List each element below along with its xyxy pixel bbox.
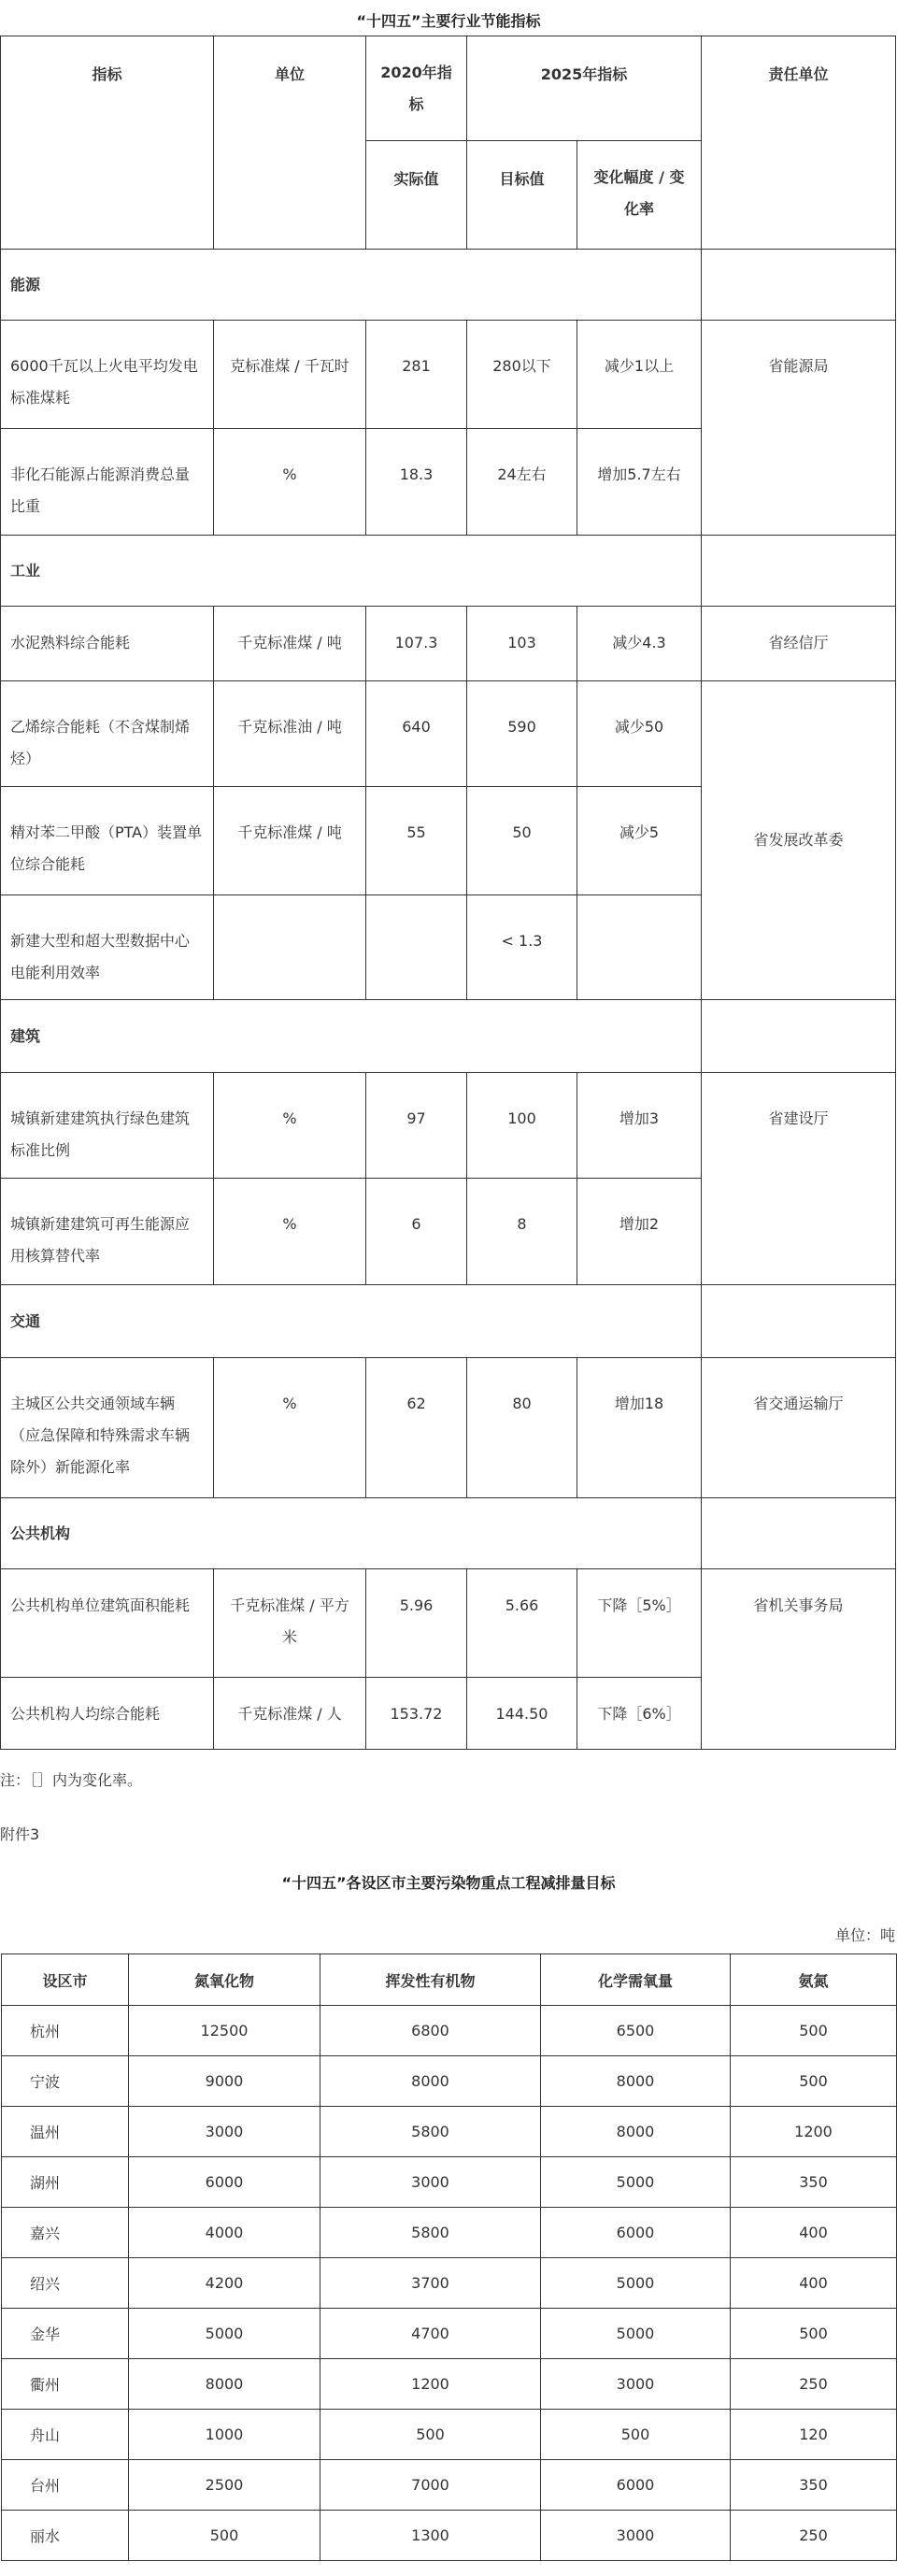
responsible-cement: 省经信厅 [702, 607, 896, 681]
row-unit: % [214, 1358, 366, 1498]
row-name: 城镇新建建筑执行绿色建筑标准比例 [1, 1073, 214, 1179]
voc-value: 5800 [320, 2208, 541, 2258]
responsible-building: 省建设厅 [702, 1073, 896, 1285]
row-name: 水泥熟料综合能耗 [1, 607, 214, 681]
ammonia-value: 400 [731, 2258, 897, 2309]
row-actual: 6 [366, 1179, 467, 1285]
city-name: 湖州 [2, 2157, 129, 2208]
table-row [2, 2006, 897, 2056]
ammonia-value: 250 [731, 2511, 897, 2561]
table-row [2, 2258, 897, 2309]
city-name: 绍兴 [2, 2258, 129, 2309]
row-unit: % [214, 1073, 366, 1179]
row-target: 24左右 [467, 429, 577, 536]
table2-unit-label: 单位：吨 [834, 1926, 895, 1944]
section-empty [702, 1498, 896, 1569]
cod-value: 3000 [541, 2359, 731, 2410]
nox-value: 12500 [129, 2006, 320, 2056]
header-cod: 化学需氧量 [541, 1954, 731, 2006]
row-change: 增加3 [577, 1073, 702, 1179]
table-row [2, 2107, 897, 2157]
header-ammonia: 氨氮 [731, 1954, 897, 2006]
row-actual [366, 895, 467, 1000]
energy-indicators-table [0, 36, 896, 1750]
header-city: 设区市 [2, 1954, 129, 2006]
header-target: 目标值 [467, 141, 577, 250]
voc-value: 5800 [320, 2107, 541, 2157]
header-responsible: 责任单位 [702, 36, 896, 250]
voc-value: 1200 [320, 2359, 541, 2410]
row-change [577, 895, 702, 1000]
table2-title: “十四五”各设区市主要污染物重点工程减排量目标 [281, 1874, 616, 1892]
city-name: 杭州 [2, 2006, 129, 2056]
row-name: 精对苯二甲酸（PTA）装置单位综合能耗 [1, 787, 214, 895]
table-row [2, 2056, 897, 2107]
nox-value: 500 [129, 2511, 320, 2561]
row-target: < 1.3 [467, 895, 577, 1000]
row-unit: 千克标准煤 / 平方米 [214, 1569, 366, 1678]
row-unit [214, 895, 366, 1000]
nox-value: 4000 [129, 2208, 320, 2258]
table-row [2, 2359, 897, 2410]
header-voc: 挥发性有机物 [320, 1954, 541, 2006]
responsible-public: 省机关事务局 [702, 1569, 896, 1750]
section-building: 建筑 [1, 1000, 702, 1073]
row-name: 新建大型和超大型数据中心电能利用效率 [1, 895, 214, 1000]
ammonia-value: 400 [731, 2208, 897, 2258]
row-unit: 克标准煤 / 千瓦时 [214, 321, 366, 429]
ammonia-value: 250 [731, 2359, 897, 2410]
cod-value: 6000 [541, 2208, 731, 2258]
section-empty [702, 250, 896, 321]
row-actual: 107.3 [366, 607, 467, 681]
nox-value: 6000 [129, 2157, 320, 2208]
responsible-transport: 省交通运输厅 [702, 1358, 896, 1498]
cod-value: 5000 [541, 2258, 731, 2309]
row-unit: 千克标准煤 / 吨 [214, 607, 366, 681]
row-unit: % [214, 429, 366, 536]
cod-value: 8000 [541, 2107, 731, 2157]
responsible-energy: 省能源局 [702, 321, 896, 536]
row-change: 减少1以上 [577, 321, 702, 429]
cod-value: 8000 [541, 2056, 731, 2107]
row-actual: 62 [366, 1358, 467, 1498]
header-nox: 氮氧化物 [129, 1954, 320, 2006]
table1-note: 注：［］内为变化率。 [0, 1771, 143, 1789]
header-unit: 单位 [214, 36, 366, 250]
city-name: 嘉兴 [2, 2208, 129, 2258]
voc-value: 1300 [320, 2511, 541, 2561]
ammonia-value: 500 [731, 2309, 897, 2359]
city-name: 台州 [2, 2460, 129, 2511]
section-public: 公共机构 [1, 1498, 702, 1569]
header-actual: 实际值 [366, 141, 467, 250]
row-actual: 18.3 [366, 429, 467, 536]
nox-value: 9000 [129, 2056, 320, 2107]
row-unit: 千克标准煤 / 吨 [214, 787, 366, 895]
city-name: 衢州 [2, 2359, 129, 2410]
row-target: 5.66 [467, 1569, 577, 1678]
row-change: 减少5 [577, 787, 702, 895]
row-target: 590 [467, 681, 577, 787]
voc-value: 6800 [320, 2006, 541, 2056]
row-unit: 千克标准煤 / 人 [214, 1678, 366, 1750]
section-empty [702, 536, 896, 607]
row-actual: 97 [366, 1073, 467, 1179]
table1-title: “十四五”主要行业节能指标 [356, 12, 541, 30]
section-empty [702, 1000, 896, 1073]
row-target: 50 [467, 787, 577, 895]
city-name: 宁波 [2, 2056, 129, 2107]
voc-value: 3000 [320, 2157, 541, 2208]
header-change: 变化幅度 / 变化率 [577, 141, 702, 250]
row-unit: % [214, 1179, 366, 1285]
nox-value: 1000 [129, 2410, 320, 2460]
row-actual: 153.72 [366, 1678, 467, 1750]
row-target: 8 [467, 1179, 577, 1285]
ammonia-value: 500 [731, 2056, 897, 2107]
row-change: 下降［6%］ [577, 1678, 702, 1750]
table-row [2, 2410, 897, 2460]
table-row [2, 2511, 897, 2561]
city-name: 金华 [2, 2309, 129, 2359]
row-name: 非化石能源占能源消费总量比重 [1, 429, 214, 536]
row-change: 下降［5%］ [577, 1569, 702, 1678]
row-target: 103 [467, 607, 577, 681]
row-change: 增加5.7左右 [577, 429, 702, 536]
section-energy: 能源 [1, 250, 702, 321]
cod-value: 6000 [541, 2460, 731, 2511]
row-target: 100 [467, 1073, 577, 1179]
voc-value: 8000 [320, 2056, 541, 2107]
ammonia-value: 350 [731, 2460, 897, 2511]
nox-value: 8000 [129, 2359, 320, 2410]
voc-value: 3700 [320, 2258, 541, 2309]
row-target: 80 [467, 1358, 577, 1498]
ammonia-value: 500 [731, 2006, 897, 2056]
header-2025: 2025年指标 [467, 36, 702, 141]
row-change: 减少50 [577, 681, 702, 787]
cod-value: 6500 [541, 2006, 731, 2056]
row-change: 增加18 [577, 1358, 702, 1498]
row-name: 乙烯综合能耗（不含煤制烯烃） [1, 681, 214, 787]
responsible-ndrc: 省发展改革委 [702, 681, 896, 1000]
row-name: 主城区公共交通领域车辆（应急保障和特殊需求车辆除外）新能源化率 [1, 1358, 214, 1498]
city-name: 温州 [2, 2107, 129, 2157]
section-transport: 交通 [1, 1285, 702, 1358]
row-unit: 千克标准油 / 吨 [214, 681, 366, 787]
header-2020: 2020年指标 [366, 36, 467, 141]
row-actual: 281 [366, 321, 467, 429]
city-name: 丽水 [2, 2511, 129, 2561]
row-change: 增加2 [577, 1179, 702, 1285]
row-actual: 5.96 [366, 1569, 467, 1678]
section-empty [702, 1285, 896, 1358]
pollutant-reduction-table [1, 1953, 897, 2561]
row-actual: 55 [366, 787, 467, 895]
voc-value: 4700 [320, 2309, 541, 2359]
ammonia-value: 350 [731, 2157, 897, 2208]
table-row [2, 2208, 897, 2258]
row-name: 公共机构单位建筑面积能耗 [1, 1569, 214, 1678]
nox-value: 2500 [129, 2460, 320, 2511]
cod-value: 3000 [541, 2511, 731, 2561]
annex-label: 附件3 [0, 1825, 40, 1843]
row-actual: 640 [366, 681, 467, 787]
table-row [2, 2157, 897, 2208]
voc-value: 7000 [320, 2460, 541, 2511]
table-row [2, 2309, 897, 2359]
ammonia-value: 1200 [731, 2107, 897, 2157]
table-row [2, 2460, 897, 2511]
row-change: 减少4.3 [577, 607, 702, 681]
nox-value: 4200 [129, 2258, 320, 2309]
ammonia-value: 120 [731, 2410, 897, 2460]
nox-value: 5000 [129, 2309, 320, 2359]
cod-value: 5000 [541, 2309, 731, 2359]
row-name: 公共机构人均综合能耗 [1, 1678, 214, 1750]
voc-value: 500 [320, 2410, 541, 2460]
nox-value: 3000 [129, 2107, 320, 2157]
row-name: 城镇新建建筑可再生能源应用核算替代率 [1, 1179, 214, 1285]
city-name: 舟山 [2, 2410, 129, 2460]
row-target: 280以下 [467, 321, 577, 429]
cod-value: 5000 [541, 2157, 731, 2208]
cod-value: 500 [541, 2410, 731, 2460]
section-industry: 工业 [1, 536, 702, 607]
row-name: 6000千瓦以上火电平均发电标准煤耗 [1, 321, 214, 429]
header-indicator: 指标 [1, 36, 214, 250]
row-target: 144.50 [467, 1678, 577, 1750]
